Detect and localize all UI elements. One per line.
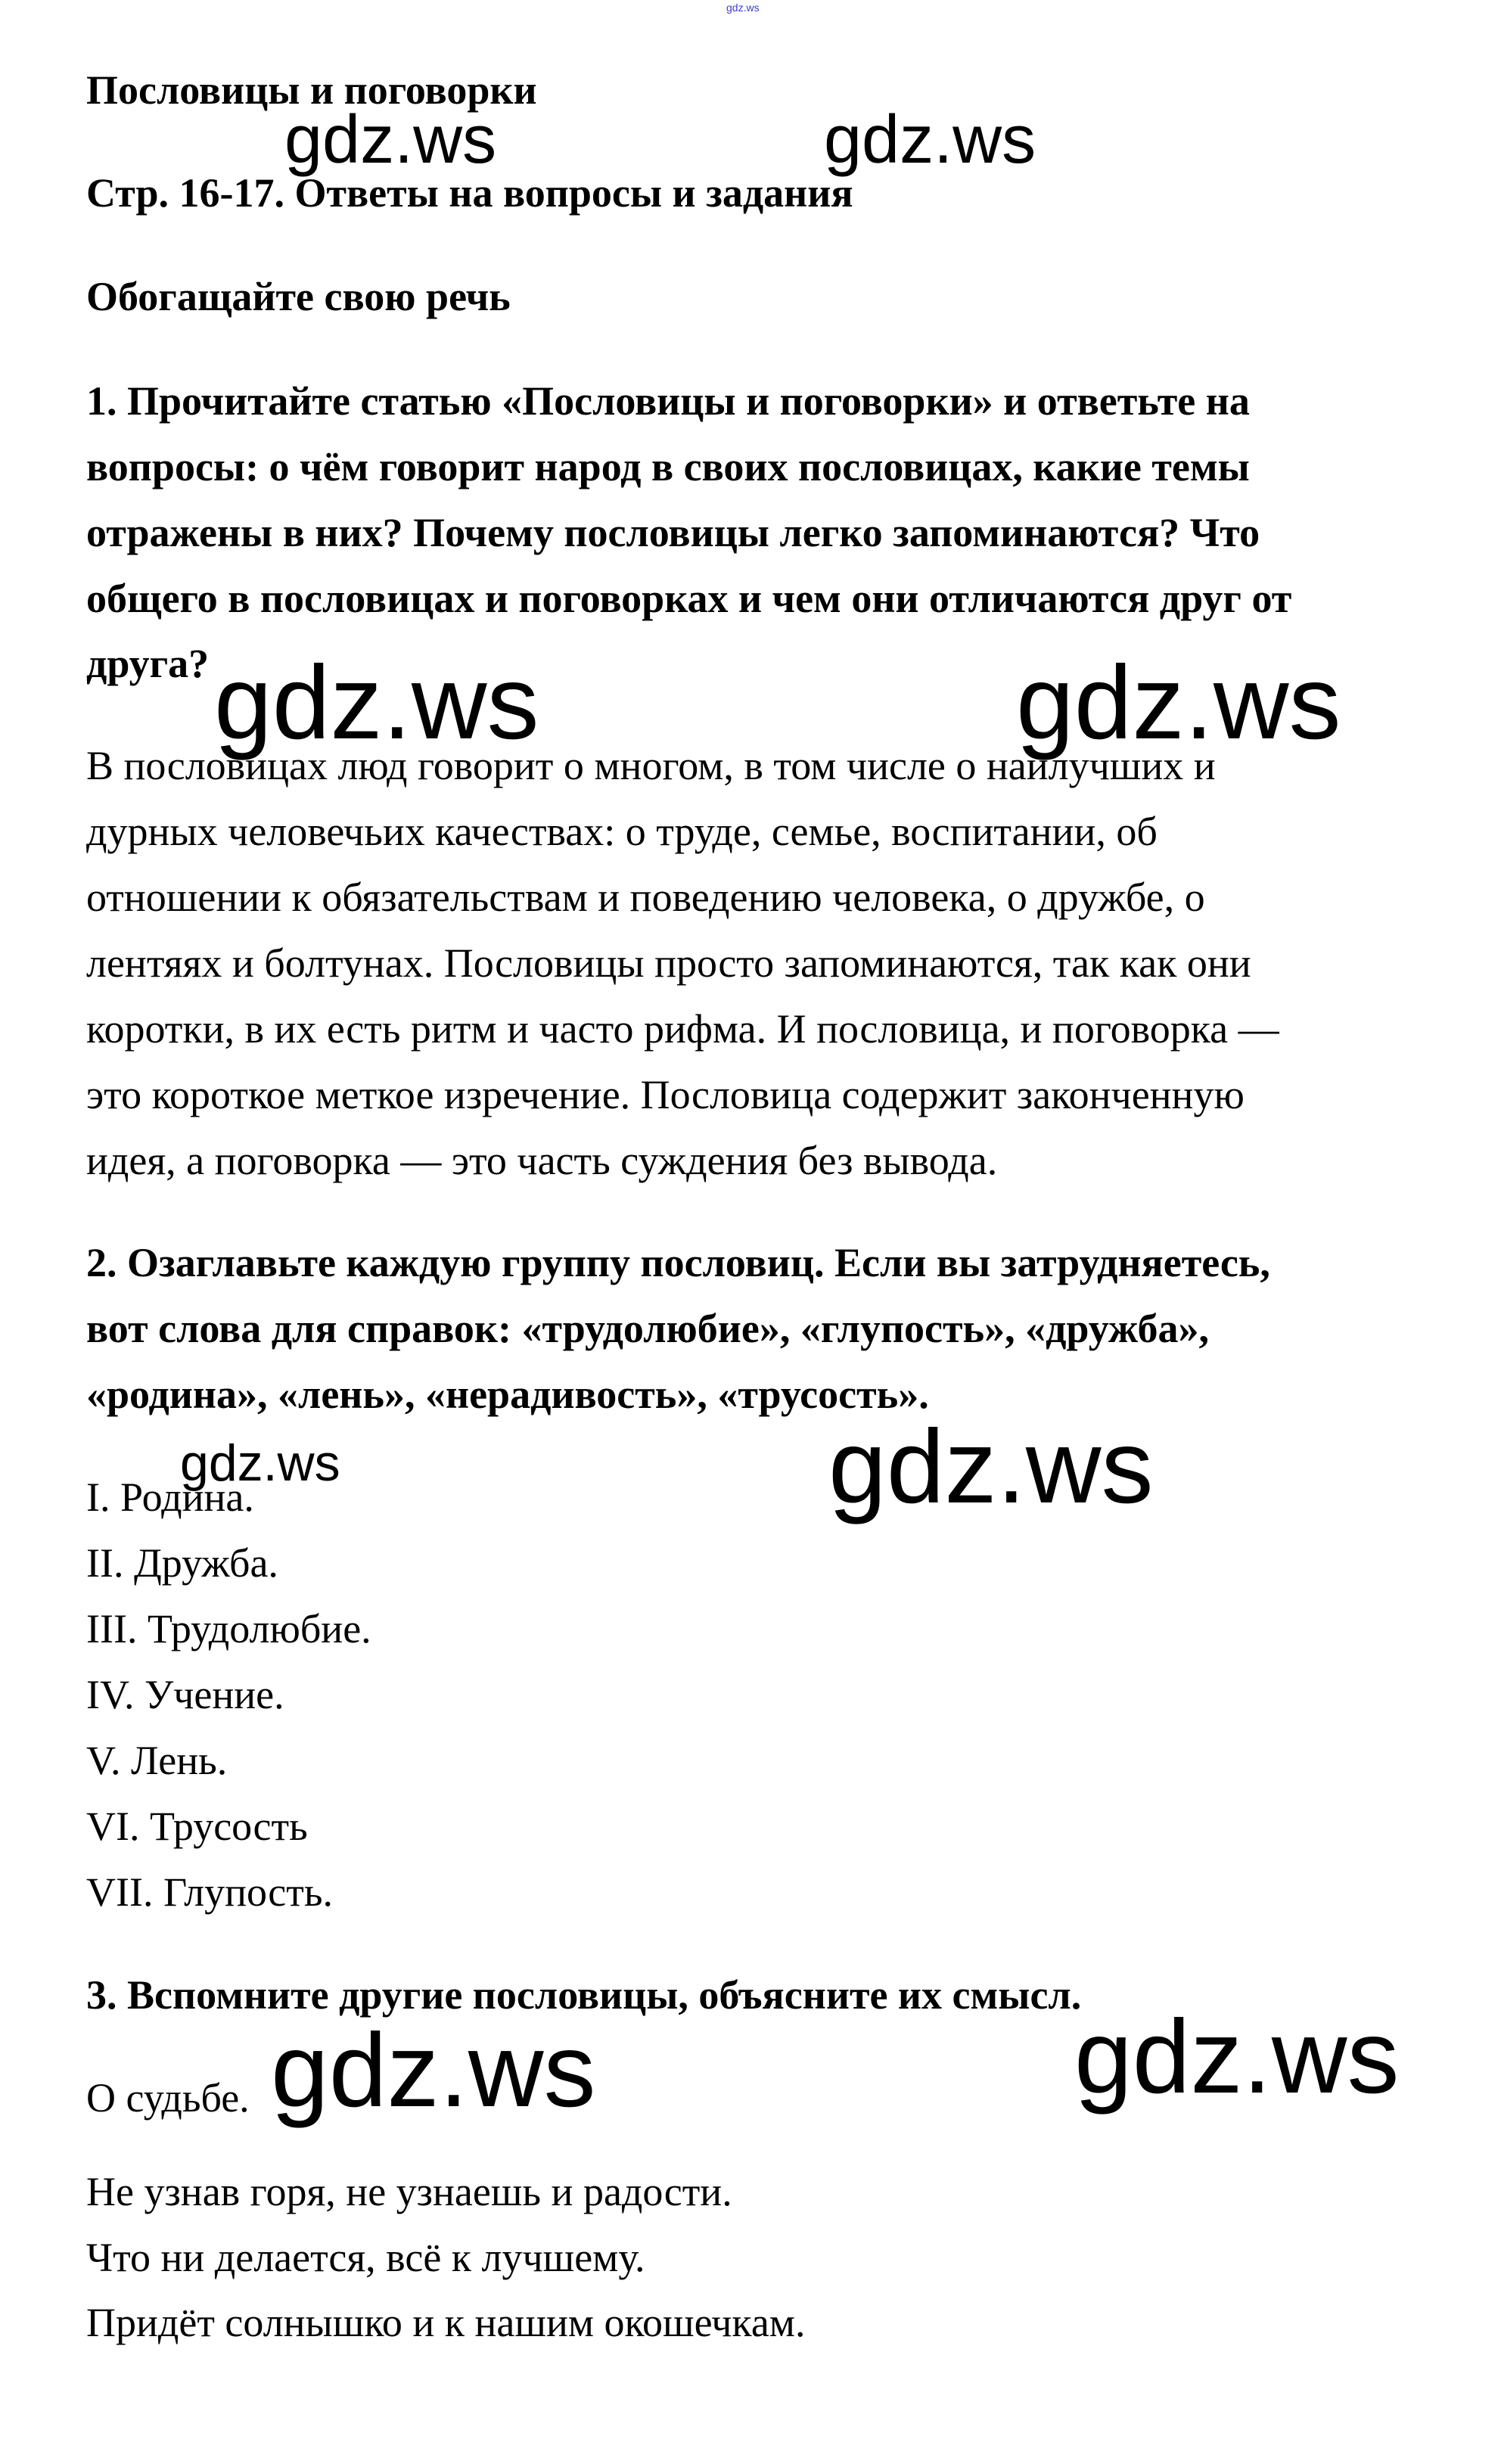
question-3: 3. Вспомните другие пословицы, объясните их смысл. — [86, 1972, 1082, 2018]
list-item: Не узнав горя, не узнаешь и радости. — [86, 2169, 732, 2214]
watermark: gdz.ws — [214, 645, 539, 761]
list-item: Придёт солнышко и к нашим окошечкам. — [86, 2300, 806, 2345]
list-item: IV. Учение. — [86, 1672, 284, 1717]
watermark: gdz.ws — [828, 1409, 1154, 1525]
watermark: gdz.ws — [1074, 1999, 1400, 2115]
watermark: gdz.ws — [180, 1434, 340, 1492]
answer-line: это короткое меткое изречение. Пословица содержит законченную — [86, 1072, 1245, 1117]
watermark: gdz.ws — [284, 102, 497, 178]
list-item: VII. Глупость. — [86, 1869, 334, 1915]
answer-line: отношении к обязательствам и поведению человека, о дружбе, о — [86, 875, 1205, 920]
question-line: «родина», «лень», «нерадивость», «трусость». — [86, 1372, 929, 1417]
answer-line: лентяях и болтунах. Пословицы просто запоминаются, так как они — [86, 940, 1251, 986]
question-line: 2. Озаглавьте каждую группу пословиц. Если вы затрудняетесь, — [86, 1240, 1270, 1285]
answer-line: коротки, в их есть ритм и часто рифма. И пословица, и поговорка — — [86, 1006, 1279, 1052]
list-item: Что ни делается, всё к лучшему. — [86, 2235, 645, 2280]
list-item: I. Родина. — [86, 1474, 254, 1520]
answer-line: В пословицах люд говорит о многом, в том числе о наилучших и — [86, 743, 1216, 788]
watermark: gdz.ws — [271, 2012, 596, 2129]
page-subtitle: Стр. 16-17. Ответы на вопросы и задания — [86, 170, 853, 216]
list-item: II. Дружба. — [86, 1540, 278, 1586]
question-line: вопросы: о чём говорит народ в своих пословицах, какие темы — [86, 444, 1250, 489]
question-line: общего в пословицах и поговорках и чем они отличаются друг от — [86, 576, 1292, 621]
list-item: III. Трудолюбие. — [86, 1606, 371, 1651]
watermark: gdz.ws — [1016, 645, 1341, 761]
topic-label: О судьбе. — [86, 2075, 250, 2121]
question-line: друга? — [86, 641, 210, 686]
list-item: VI. Трусость — [86, 1804, 308, 1849]
watermark: gdz.ws — [824, 102, 1036, 178]
header-watermark: gdz.ws — [726, 2, 760, 14]
list-item: V. Лень. — [86, 1738, 228, 1783]
answer-line: дурных человечьих качествах: о труде, семье, воспитании, об — [86, 809, 1158, 854]
page-title: Пословицы и поговорки — [86, 67, 537, 113]
question-line: отражены в них? Почему пословицы легко запоминаются? Что — [86, 510, 1260, 555]
answer-line: идея, а поговорка — это часть суждения без вывода. — [86, 1138, 998, 1183]
section-heading: Обогащайте свою речь — [86, 274, 511, 319]
question-line: вот слова для справок: «трудолюбие», «глупость», «дружба», — [86, 1306, 1209, 1351]
question-line: 1. Прочитайте статью «Пословицы и поговорки» и ответьте на — [86, 378, 1250, 424]
